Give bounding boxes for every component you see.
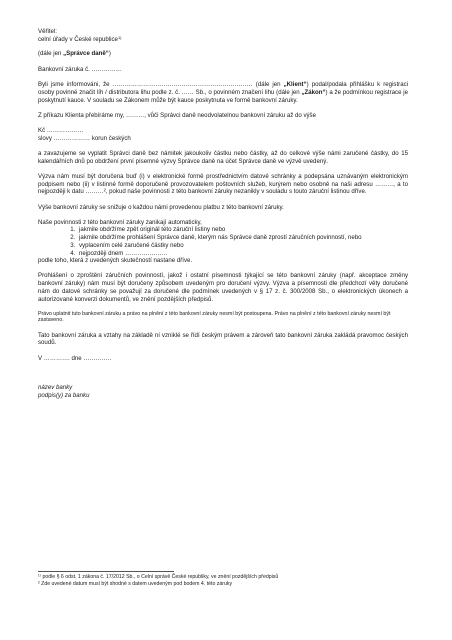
obligations-block xyxy=(38,219,408,265)
amount-words: slovy ……………… korun českých xyxy=(38,134,131,142)
footnote-1: ¹⁾ podle § 6 odst. 1 zákona č. 17/2012 Sb., o Celní správě České republiky, ve znění pozdějších předpisů xyxy=(38,574,279,580)
order-paragraph: Z příkazu Klienta přebíráme my, ………, vůči Správci daně neodvolatelnou bankovní záruku až do výše xyxy=(38,111,316,119)
guarantee-title: Bankovní záruka č. …………… xyxy=(38,66,122,74)
declarations-paragraph: Prohlášení o zproštění záručních povinností, jakož i ostatní písemnosti týkající se této bankovní záruky (např. akceptace změny bankovní záruky) nám musí být doručeny způsobem uvedeným pro doručení výzvy. Výzva a písemnosti dle předchozí věty doručené nám do datové schránky se považují za doručené dle podmínek uvedených v § 17 z. č. 300/2008 Sb., o elektronických úkonech a autorizované konverzi dokumentů, ve znění pozdějších předpisů. xyxy=(38,272,408,303)
bank-signatures: podpis(y) za banku xyxy=(38,391,90,399)
creditor-block xyxy=(38,28,408,58)
obligations-list xyxy=(38,226,408,257)
intro-paragraph: Byli jsme informováni, že …………………………………………………………… (dále jen „Klient“) podal/podala přihlášku k registraci osoby povinné značit líh / distributora lihu podle z. č. …… Sb., o povinném značení lihu (dále jen „Zákon“) a že podmínkou registrace je poskytnutí kauce. V souladu se Zákonem může být kauce poskytnuta ve formě bankovní záruky. xyxy=(38,81,409,104)
footnote-mark: 1) xyxy=(117,34,122,40)
delivery-paragraph: Výzva nám musí být doručena buď (i) v elektronické formě prostřednictvím datové schránky a podepsána uznávaným elektronickým podpisem nebo (ii) v listinné formě doporučeně provozovatelem poštovních služeb, kurýrem nebo osobně na naši adresu ………, a to nejpozději k datu ………², pokud naše povinnosti z této bankovní záruky nezanikly v souladu s touto záruční listinou dříve. xyxy=(38,172,408,196)
creditor-name-text: celní úřady v České republice xyxy=(38,35,118,43)
signature-block xyxy=(38,384,408,399)
footnote-divider xyxy=(38,571,174,572)
footnotes xyxy=(38,571,408,587)
place-date: V …………. dne ………….. xyxy=(38,354,112,362)
obligation-item: 2. jakmile obdržíme prohlášení Správce daně, kterým nás Správce daně zprostí záručních povinností, nebo xyxy=(77,234,408,242)
obligation-item: 1. jakmile obdržíme zpět originál této záruční listiny nebo xyxy=(77,226,408,234)
commitment-paragraph: a zavazujeme se vyplatit Správci daně bez námitek jakoukoliv částku nebo částky, až do celkové výše námi zaručené částky, do 15 kalendářních dnů po obdržení první písemné výzvy Správce daně na účet Správce daně ve výzvě uvedený. xyxy=(38,150,408,165)
obligation-item: 4. nejpozději dnem ………………… xyxy=(77,250,408,258)
creditor-alias: (dále jen „Správce daně“) xyxy=(38,50,111,58)
footnote-2: ² Zde uvedené datum musí být shodné s datem uvedeným pod bodem 4. této záruky xyxy=(38,580,233,587)
amount-kc: Kč ……………… xyxy=(38,127,84,135)
reduction-paragraph: Výše bankovní záruky se snižuje o každou námi provedenou platbu z této bankovní záruky. xyxy=(38,203,284,211)
creditor-label: Věřitel: xyxy=(38,28,57,35)
obligation-item: 3. vyplacením celé zaručené částky nebo xyxy=(77,242,408,250)
law-paragraph: Tato bankovní záruka a vztahy na základě ní vzniklé se řídí českým právem a zároveň tato bankovní záruka zakládá pravomoc českých soudů. xyxy=(38,331,408,347)
obligations-intro: Naše povinnosti z této bankovní záruky zanikají automaticky, xyxy=(38,218,202,226)
obligations-outro: podle toho, která z uvedených skutečností nastane dříve. xyxy=(38,257,193,265)
bank-name: název banky xyxy=(38,383,73,391)
assignment-paragraph: Právo uplatnit tuto bankovní záruku a právo na plnění z této bankovní záruky nesmí být postoupena. Právo na plnění z této bankovní záruky nesmí být zastaveno. xyxy=(38,310,391,324)
amount-block xyxy=(38,127,408,142)
creditor-name xyxy=(38,36,408,44)
